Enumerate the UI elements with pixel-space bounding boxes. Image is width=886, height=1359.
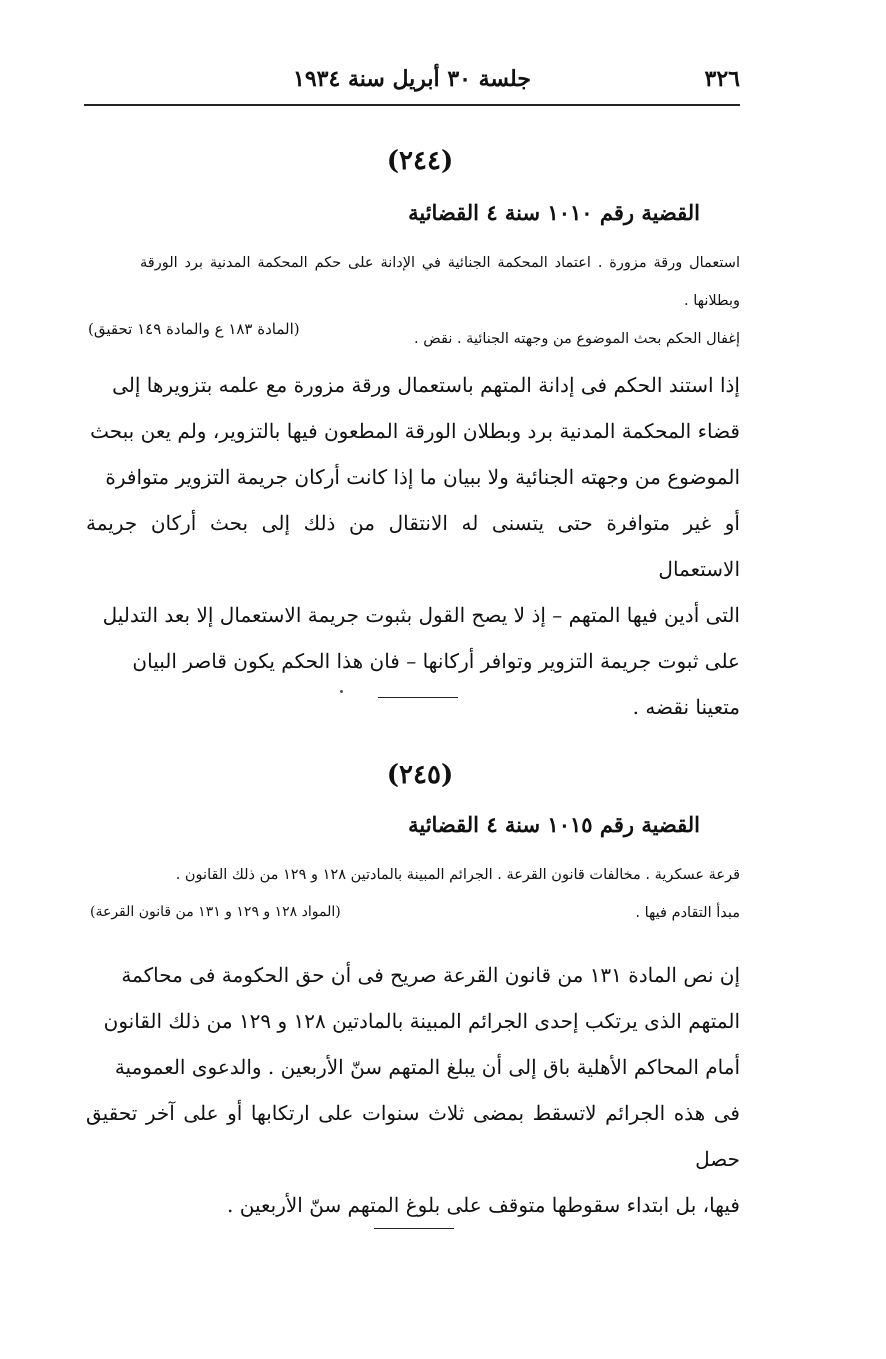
running-title: جلسة ٣٠ أبريل سنة ١٩٣٤ — [293, 66, 531, 92]
body-line: فى هذه الجرائم لاتسقط بمضى ثلاث سنوات على ارتكابها أو على آخر تحقيق حصل — [86, 1101, 740, 1171]
page-number: ٣٢٦ — [704, 66, 740, 92]
section-divider — [374, 1228, 454, 1229]
case-reference: القضية رقم ١٠١٠ سنة ٤ القضائية — [408, 200, 700, 225]
header-rule — [84, 104, 740, 106]
body-line: أو غير متوافرة حتى يتسنى له الانتقال من ذلك إلى بحث أركان جريمة الاستعمال — [86, 511, 740, 581]
ruling-body — [86, 362, 740, 730]
body-line: إن نص المادة ١٣١ من قانون القرعة صريح فى أن حق الحكومة فى محاكمة — [121, 963, 740, 987]
ruling-summary — [140, 244, 740, 358]
summary-line: استعمال ورقة مزورة . اعتماد المحكمة الجنائية في الإدانة على حكم المحكمة المدنية برد الورقة وبطلانها . — [140, 255, 740, 309]
body-line: متعينا نقضه . — [632, 695, 740, 719]
summary-line: إغفال الحكم بحث الموضوع من وجهته الجنائية . نقض . — [414, 331, 740, 347]
ruling-number: (٢٤٤) — [386, 146, 454, 176]
page-header — [84, 62, 740, 98]
ink-speck — [340, 690, 343, 693]
body-line: المتهم الذى يرتكب إحدى الجرائم المبينة بالمادتين ١٢٨ و ١٢٩ من ذلك القانون — [103, 1009, 740, 1033]
body-line: إذا استند الحكم فى إدانة المتهم باستعمال ورقة مزورة مع علمه بتزويرها إلى — [112, 373, 740, 397]
body-line: فيها، بل ابتداء سقوطها متوقف على بلوغ المتهم سنّ الأربعين . — [227, 1193, 740, 1217]
body-line: التى أدين فيها المتهم – إذ لا يصح القول بثبوت جريمة الاستعمال إلا بعد التدليل — [102, 603, 740, 627]
summary-line: مبدأ التقادم فيها . — [635, 905, 740, 921]
law-reference: (المواد ١٢٨ و ١٢٩ و ١٣١ من قانون القرعة) — [90, 904, 341, 920]
section-divider — [378, 697, 458, 698]
body-line: الموضوع من وجهته الجنائية ولا ببيان ما إذا كانت أركان جريمة التزوير متوافرة — [105, 465, 740, 489]
ruling-body — [86, 952, 740, 1228]
ruling-summary — [140, 856, 740, 932]
summary-line: قرعة عسكرية . مخالفات قانون القرعة . الجرائم المبينة بالمادتين ١٢٨ و ١٢٩ من ذلك القانون . — [175, 867, 740, 883]
law-reference: (المادة ١٨٣ ع والمادة ١٤٩ تحقيق) — [88, 320, 300, 338]
body-line: على ثبوت جريمة التزوير وتوافر أركانها – فان هذا الحكم يكون قاصر البيان — [132, 649, 740, 673]
ruling-number: (٢٤٥) — [386, 760, 454, 790]
case-reference: القضية رقم ١٠١٥ سنة ٤ القضائية — [408, 812, 700, 837]
body-line: أمام المحاكم الأهلية باق إلى أن يبلغ المتهم سنّ الأربعين . والدعوى العمومية — [114, 1055, 740, 1079]
body-line: قضاء المحكمة المدنية برد وبطلان الورقة المطعون فيها بالتزوير، ولم يعن ببحث — [90, 419, 740, 443]
